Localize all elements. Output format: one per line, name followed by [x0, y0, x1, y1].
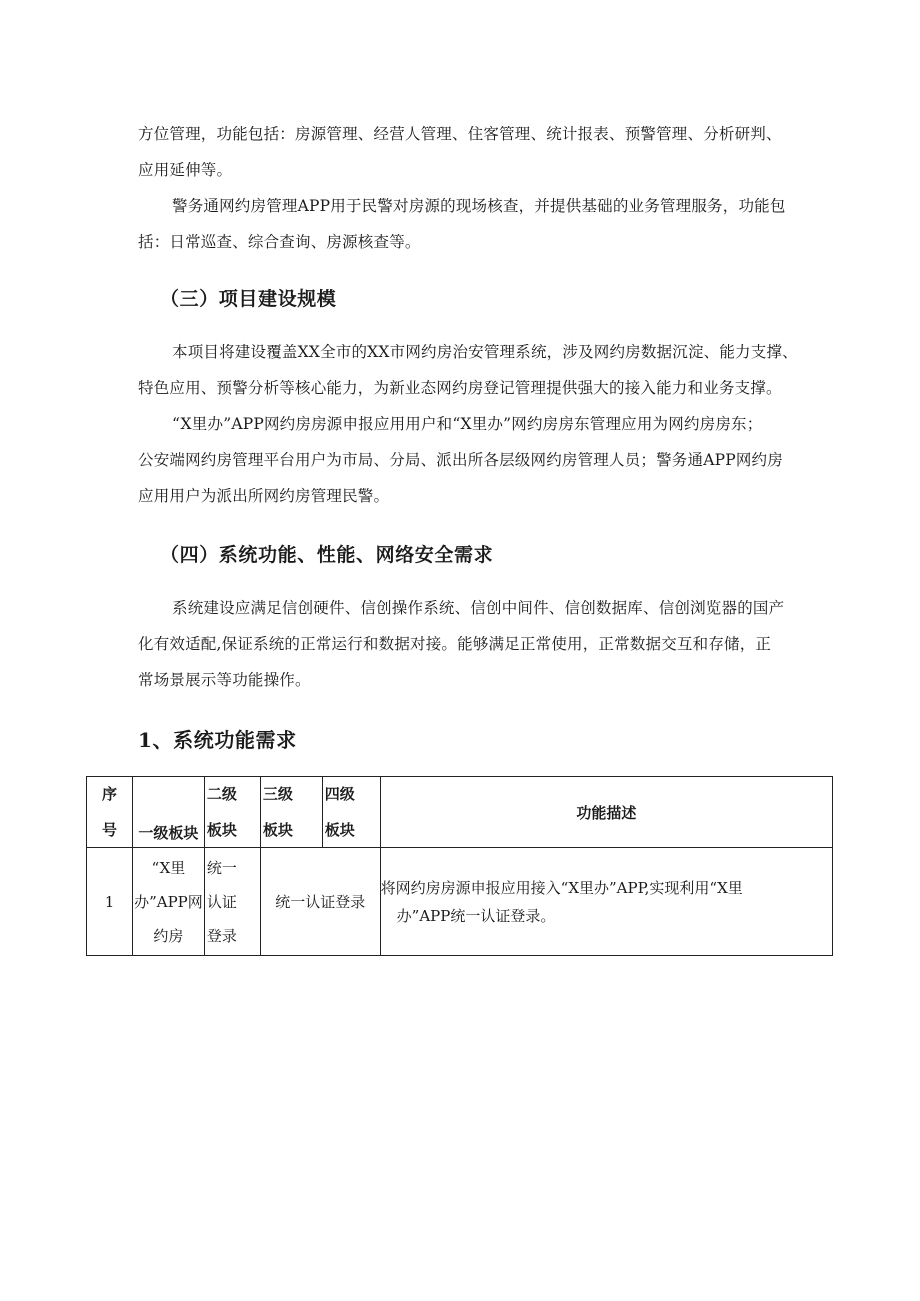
section-4-line-2: 化有效适配,保证系统的正常运行和数据对接。能够满足正常使用，正常数据交互和存储，正 — [138, 635, 772, 653]
police-app-line-1: 警务通网约房管理APP用于民警对房源的现场核查，并提供基础的业务管理服务，功能包 — [172, 197, 786, 215]
header-seq-line-1: 序 — [101, 785, 117, 803]
subsection-1-heading: 1、系统功能需求 — [138, 728, 297, 752]
police-app-line-2: 括：日常巡查、综合查询、房源核查等。 — [138, 233, 421, 251]
intro-line-1: 方位管理，功能包括：房源管理、经营人管理、住客管理、统计报表、预警管理、分析研判、 — [138, 125, 782, 143]
header-level3 — [260, 777, 322, 848]
row-1-level1 — [132, 848, 204, 956]
header-level1-label: 一级板块 — [138, 824, 199, 842]
header-level1 — [132, 777, 204, 848]
row-1-level2 — [204, 848, 260, 956]
intro-line-2: 应用延伸等。 — [138, 161, 233, 179]
header-level4 — [322, 777, 380, 848]
row-1-level1-line-1: “X里 — [151, 858, 186, 877]
section-3-paragraph-1 — [138, 334, 838, 406]
section-3-p1-line-1: 本项目将建设覆盖XX全市的XX市网约房治安管理系统，涉及网约房数据沉淀、能力支撑、 — [172, 343, 798, 361]
row-1-seq: 1 — [87, 848, 133, 956]
row-1-desc-line-1: 将网约房房源申报应用接入“X里办”APP,实现利用“X里 — [380, 878, 743, 897]
header-seq — [87, 777, 133, 848]
section-3-p2-line-3: 应用用户为派出所网约房管理民警。 — [138, 487, 390, 505]
section-3-p2-line-2: 公安端网约房管理平台用户为市局、分局、派出所各层级网约房管理人员；警务通APP网约房 — [138, 451, 783, 469]
header-level2-line-1: 二级 — [206, 785, 237, 803]
section-3-paragraph-2 — [138, 406, 838, 514]
header-level3-line-1: 三级 — [262, 785, 293, 803]
header-seq-line-2: 号 — [101, 821, 117, 839]
row-1-desc-line-2: 办”APP统一认证登录。 — [396, 906, 556, 925]
row-1-level34: 统一认证登录 — [260, 848, 380, 956]
section-4-line-1: 系统建设应满足信创硬件、信创操作系统、信创中间件、信创数据库、信创浏览器的国产 — [172, 599, 785, 617]
section-4-heading: （四）系统功能、性能、网络安全需求 — [160, 544, 494, 566]
section-4-paragraph — [138, 590, 838, 698]
requirements-table — [86, 776, 833, 956]
row-1-level1-line-3: 约房 — [153, 926, 184, 945]
header-level3-line-2: 板块 — [262, 821, 293, 839]
header-desc: 功能描述 — [380, 777, 832, 848]
row-1-level2-line-2: 认证 — [206, 892, 237, 911]
table-row — [87, 848, 833, 956]
row-1-desc — [380, 848, 832, 956]
section-3-p2-line-1: “X里办”APP网约房房源申报应用用户和“X里办”网约房房东管理应用为网约房房东； — [172, 415, 763, 433]
section-4-line-3: 常场景展示等功能操作。 — [138, 671, 311, 689]
section-3-heading: （三）项目建设规模 — [160, 288, 337, 310]
row-1-level2-line-3: 登录 — [206, 926, 237, 945]
header-level2 — [204, 777, 260, 848]
row-1-level1-line-2: 办”APP网 — [134, 892, 203, 911]
header-level4-line-2: 板块 — [324, 821, 355, 839]
intro-paragraph — [138, 116, 838, 188]
header-level2-line-2: 板块 — [206, 821, 237, 839]
table-header-row — [87, 777, 833, 848]
row-1-level2-line-1: 统一 — [206, 858, 237, 877]
header-level4-line-1: 四级 — [324, 785, 355, 803]
police-app-paragraph — [138, 188, 838, 260]
section-3-p1-line-2: 特色应用、预警分析等核心能力，为新业态网约房登记管理提供强大的接入能力和业务支撑。 — [138, 379, 782, 397]
